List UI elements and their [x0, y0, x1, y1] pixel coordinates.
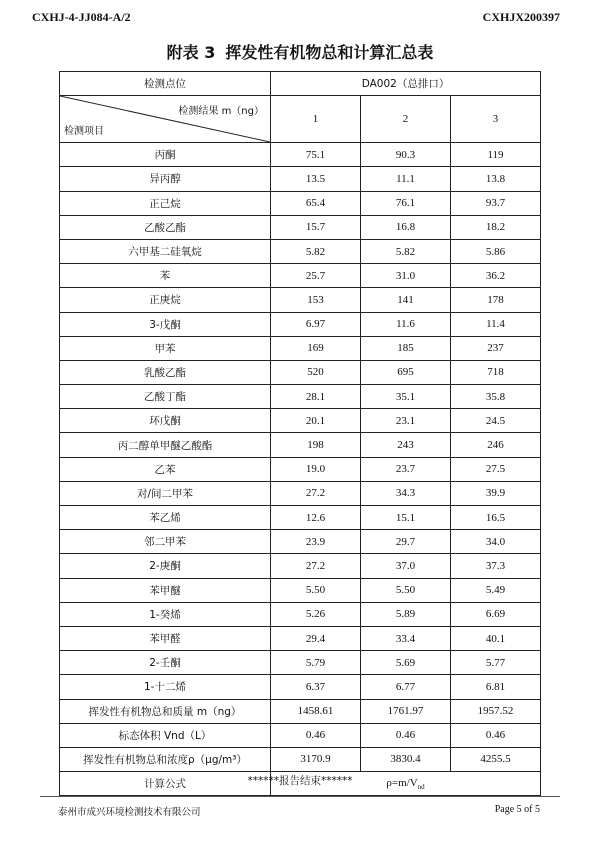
doc-code-left: CXHJ-4-JJ084-A/2 [32, 10, 131, 24]
value-cell-2: 23.1 [361, 409, 451, 433]
value-cell-2: 33.4 [361, 626, 451, 650]
footer-page-number: Page 5 of 5 [494, 804, 540, 815]
summary-row [60, 747, 541, 771]
item-name: 2-庚酮 [60, 554, 271, 578]
value-cell-3: 16.5 [451, 506, 541, 530]
table-row [60, 191, 541, 215]
value-cell-1: 28.1 [271, 385, 361, 409]
value-cell-3: 11.4 [451, 312, 541, 336]
value-cell-2: 5.89 [361, 602, 451, 626]
value-cell-1: 198 [271, 433, 361, 457]
value-cell-1: 153 [271, 288, 361, 312]
title-text: 挥发性有机物总和计算汇总表 [225, 43, 434, 62]
value-cell-3: 13.8 [451, 167, 541, 191]
table-row [60, 675, 541, 699]
value-cell-3: 237 [451, 336, 541, 360]
value-cell-3: 39.9 [451, 481, 541, 505]
value-cell-1: 1458.61 [271, 699, 361, 723]
value-cell-2: 31.0 [361, 264, 451, 288]
value-cell-3: 35.8 [451, 385, 541, 409]
table-row [60, 626, 541, 650]
value-cell-3: 24.5 [451, 409, 541, 433]
value-cell-1: 23.9 [271, 530, 361, 554]
col-header-2: 2 [361, 96, 451, 143]
item-name: 苯乙烯 [60, 506, 271, 530]
table-row [60, 215, 541, 239]
value-cell-1: 15.7 [271, 215, 361, 239]
item-name: 丙二醇单甲醚乙酸酯 [60, 433, 271, 457]
item-name: 正己烷 [60, 191, 271, 215]
value-cell-2: 16.8 [361, 215, 451, 239]
value-cell-3: 34.0 [451, 530, 541, 554]
table-row [60, 385, 541, 409]
value-cell-2: 243 [361, 433, 451, 457]
diag-result-label: 检测结果 m（ng） [178, 106, 264, 118]
value-cell-1: 6.97 [271, 312, 361, 336]
value-cell-1: 27.2 [271, 481, 361, 505]
table-row [60, 336, 541, 360]
value-cell-1: 65.4 [271, 191, 361, 215]
voc-summary-table [59, 71, 541, 796]
value-cell-1: 6.37 [271, 675, 361, 699]
value-cell-2: 3830.4 [361, 747, 451, 771]
table-row [60, 602, 541, 626]
item-name: 2-壬酮 [60, 651, 271, 675]
value-cell-3: 5.77 [451, 651, 541, 675]
value-cell-1: 5.50 [271, 578, 361, 602]
item-name: 乙苯 [60, 457, 271, 481]
value-cell-1: 5.79 [271, 651, 361, 675]
item-name: 丙酮 [60, 143, 271, 167]
value-cell-3: 27.5 [451, 457, 541, 481]
item-name: 挥发性有机物总和浓度ρ（μg/m³） [60, 747, 271, 771]
footer-company: 泰州市成兴环境检测技术有限公司 [58, 807, 201, 818]
value-cell-2: 76.1 [361, 191, 451, 215]
diag-item-label: 检测项目 [64, 126, 104, 138]
report-end-mark: ******报告结束****** [247, 775, 353, 787]
table-row [60, 457, 541, 481]
value-cell-1: 13.5 [271, 167, 361, 191]
value-cell-2: 0.46 [361, 723, 451, 747]
value-cell-3: 5.86 [451, 239, 541, 263]
item-name: 1-十二烯 [60, 675, 271, 699]
item-name: 乳酸乙酯 [60, 360, 271, 384]
table-row [60, 481, 541, 505]
item-name: 乙酸丁酯 [60, 385, 271, 409]
value-cell-3: 178 [451, 288, 541, 312]
value-cell-1: 0.46 [271, 723, 361, 747]
table-row [60, 143, 541, 167]
item-name: 六甲基二硅氧烷 [60, 239, 271, 263]
item-name: 甲苯 [60, 336, 271, 360]
value-cell-1: 5.82 [271, 239, 361, 263]
value-cell-2: 6.77 [361, 675, 451, 699]
item-name: 1-癸烯 [60, 602, 271, 626]
value-cell-2: 5.82 [361, 239, 451, 263]
value-cell-2: 35.1 [361, 385, 451, 409]
table-row [60, 312, 541, 336]
value-cell-2: 141 [361, 288, 451, 312]
item-name: 3-戊酮 [60, 312, 271, 336]
footer-divider [40, 796, 560, 797]
table-row [60, 578, 541, 602]
item-name: 挥发性有机物总和质量 m（ng） [60, 699, 271, 723]
value-cell-2: 34.3 [361, 481, 451, 505]
value-cell-1: 19.0 [271, 457, 361, 481]
point-row [60, 72, 541, 96]
value-cell-3: 1957.52 [451, 699, 541, 723]
table-row [60, 167, 541, 191]
value-cell-2: 11.1 [361, 167, 451, 191]
header-row [60, 96, 541, 143]
summary-row [60, 699, 541, 723]
table-number: 附表 3 [166, 43, 216, 62]
point-value: DA002（总排口） [271, 72, 541, 96]
value-cell-2: 5.50 [361, 578, 451, 602]
value-cell-2: 1761.97 [361, 699, 451, 723]
value-cell-2: 29.7 [361, 530, 451, 554]
col-header-3: 3 [451, 96, 541, 143]
col-header-1: 1 [271, 96, 361, 143]
table-row [60, 506, 541, 530]
value-cell-2: 23.7 [361, 457, 451, 481]
formula-main: ρ=m/V [386, 776, 418, 789]
value-cell-2: 185 [361, 336, 451, 360]
value-cell-2: 15.1 [361, 506, 451, 530]
item-name: 乙酸乙酯 [60, 215, 271, 239]
value-cell-3: 5.49 [451, 578, 541, 602]
value-cell-1: 25.7 [271, 264, 361, 288]
table-row [60, 360, 541, 384]
value-cell-3: 40.1 [451, 626, 541, 650]
item-name: 苯 [60, 264, 271, 288]
point-label: 检测点位 [60, 72, 271, 96]
formula-subscript: nd [417, 782, 425, 791]
diagonal-header-cell [60, 96, 271, 143]
value-cell-3: 37.3 [451, 554, 541, 578]
table-row [60, 409, 541, 433]
item-name: 环戊酮 [60, 409, 271, 433]
value-cell-1: 169 [271, 336, 361, 360]
value-cell-1: 5.26 [271, 602, 361, 626]
table-row [60, 288, 541, 312]
value-cell-1: 12.6 [271, 506, 361, 530]
summary-row [60, 723, 541, 747]
value-cell-3: 93.7 [451, 191, 541, 215]
value-cell-3: 119 [451, 143, 541, 167]
value-cell-3: 246 [451, 433, 541, 457]
value-cell-2: 90.3 [361, 143, 451, 167]
table-row [60, 554, 541, 578]
item-name: 异丙醇 [60, 167, 271, 191]
value-cell-1: 75.1 [271, 143, 361, 167]
value-cell-3: 6.69 [451, 602, 541, 626]
value-cell-2: 37.0 [361, 554, 451, 578]
value-cell-3: 6.81 [451, 675, 541, 699]
item-name: 苯甲醚 [60, 578, 271, 602]
table-row [60, 264, 541, 288]
value-cell-2: 695 [361, 360, 451, 384]
value-cell-3: 18.2 [451, 215, 541, 239]
value-cell-2: 11.6 [361, 312, 451, 336]
formula-label: 计算公式 [60, 772, 271, 796]
table-row [60, 530, 541, 554]
value-cell-1: 520 [271, 360, 361, 384]
item-name: 标态体积 Vnd（L） [60, 723, 271, 747]
value-cell-3: 36.2 [451, 264, 541, 288]
value-cell-1: 3170.9 [271, 747, 361, 771]
doc-code-right: CXHJX200397 [482, 10, 560, 24]
table-row [60, 651, 541, 675]
value-cell-3: 0.46 [451, 723, 541, 747]
value-cell-2: 5.69 [361, 651, 451, 675]
item-name: 对/间二甲苯 [60, 481, 271, 505]
page-title [0, 40, 600, 63]
value-cell-1: 20.1 [271, 409, 361, 433]
table-row [60, 433, 541, 457]
value-cell-3: 718 [451, 360, 541, 384]
item-name: 邻二甲苯 [60, 530, 271, 554]
item-name: 正庚烷 [60, 288, 271, 312]
value-cell-1: 27.2 [271, 554, 361, 578]
value-cell-3: 4255.5 [451, 747, 541, 771]
value-cell-1: 29.4 [271, 626, 361, 650]
item-name: 苯甲醛 [60, 626, 271, 650]
table-row [60, 239, 541, 263]
